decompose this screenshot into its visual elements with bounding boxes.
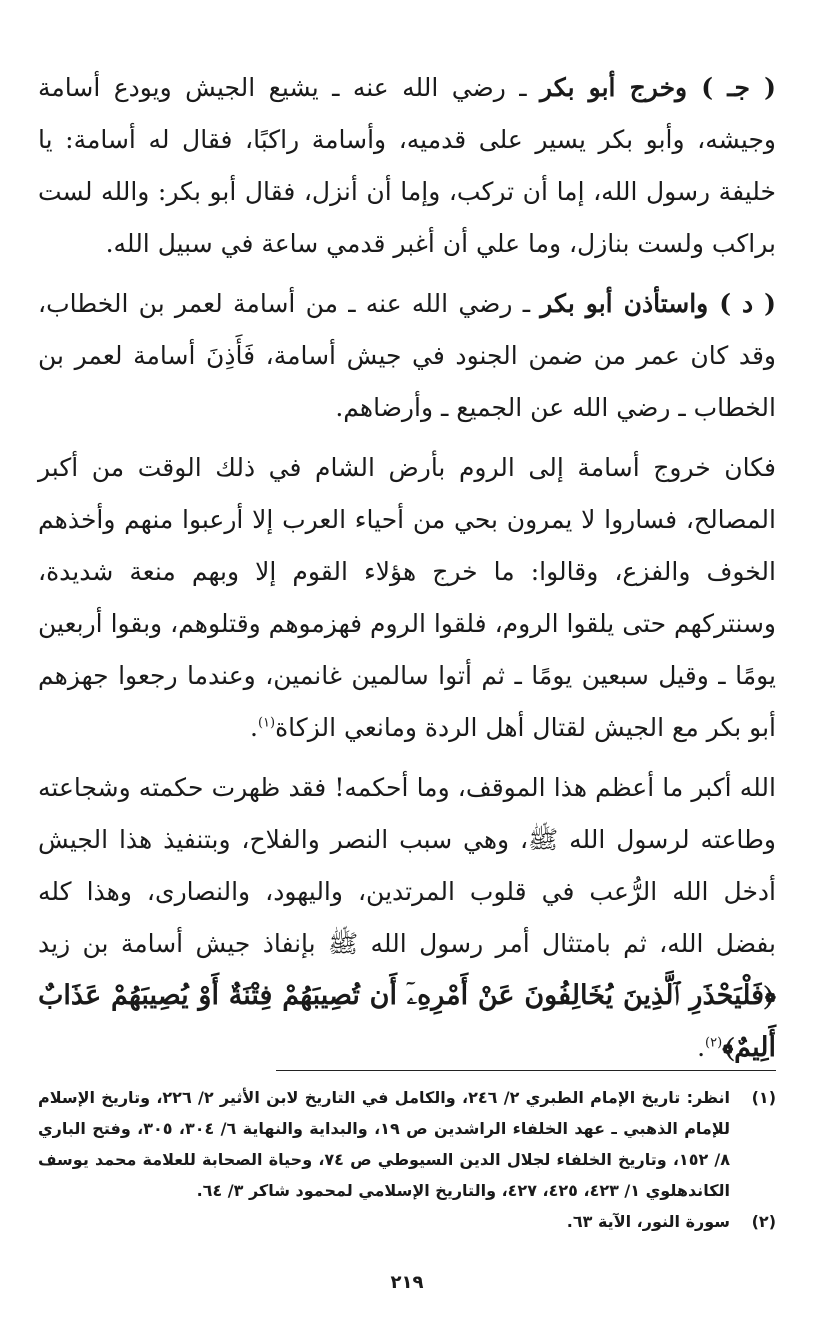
footnote-ref[interactable]: (١) (257, 715, 276, 731)
footnotes (38, 1082, 776, 1237)
page-number: ٢١٩ (390, 1272, 424, 1293)
footnote-item (38, 1082, 776, 1206)
paragraph-text: ـ رضي الله عنه ـ من أسامة لعمر بن الخطاب، وقد كان عمر من ضمن الجنود في جيش أسامة، فَأَذِنَ أسامة لعمر بن الخطاب ـ رضي الله عن الجميع ـ وأرضاهم. (38, 289, 776, 422)
paragraph-end: . (697, 1033, 706, 1062)
footnote-number: (١) (751, 1088, 776, 1107)
footnote-number: (٢) (751, 1212, 776, 1231)
paragraph-text: فكان خروج أسامة إلى الروم بأرض الشام في ذلك الوقت من أكبر المصالح، فساروا لا يمرون بحي من أحياء العرب إلا أرعبوا منهم وأخذهم الخوف والفزع، وقالوا: ما خرج هؤلاء القوم إلا وبهم منعة شديدة، وسنتركهم حتى يلقوا الروم، فلقوا الروم فهزموهم وقتلوهم، وبقوا أربعين يومًا ـ وقيل سبعين يومًا ـ ثم أتوا سالمين غانمين، وعندما رجعوا جهزهم أبو بكر مع الجيش لقتال أهل الردة ومانعي الزكاة (38, 453, 776, 742)
paragraph-c (38, 62, 776, 270)
footnote-ref[interactable]: (٢) (705, 1035, 723, 1051)
paragraph-lead: ( د ) واستأذن أبو بكر (540, 289, 776, 318)
footnote-text: سورة النور، الآية ٦٣. (566, 1212, 730, 1231)
footnote-item (38, 1206, 776, 1237)
paragraph-text: ـ رضي الله عنه ـ يشيع الجيش ويودع أسامة وجيشه، وأبو بكر يسير على قدميه، وأسامة راكبًا، فقال له أسامة: يا خليفة رسول الله، إما أن تركب، وإما أن أنزل، فقال أبو بكر: والله لست براكب ولست بنازل، وما علي أن أغبر قدمي ساعة في سبيل الله. (38, 73, 776, 258)
footnote-text: انظر: تاريخ الإمام الطبري ٢/ ٢٤٦، والكامل في التاريخ لابن الأثير ٢/ ٢٢٦، وتاريخ الإسلام للإمام الذهبي ـ عهد الخلفاء الراشدين ص ١٩، والبداية والنهاية ٦/ ٣٠٤، ٣٠٥، وفتح الباري ٨/ ١٥٢، وتاريخ الخلفاء لجلال الدين السيوطي ص ٧٤، وحياة الصحابة للعلامة محمد يوسف الكاندهلوي ١/ ٤٢٣، ٤٢٥، ٤٢٧، والتاريخ الإسلامي لمحمود شاكر ٣/ ٦٤. (38, 1088, 731, 1200)
footnote-divider (276, 1070, 776, 1071)
book-page (38, 62, 776, 1344)
paragraph-army-departure (38, 442, 776, 754)
paragraph-text: الله أكبر ما أعظم هذا الموقف، وما أحكمه! فقد ظهرت حكمته وشجاعته وطاعته لرسول الله ﷺ، وهي سبب النصر والفلاح، وبتنفيذ هذا الجيش أدخل الله الرُّعب في قلوب المرتدين، واليهود، والنصارى، وهذا كله بفضل الله، ثم بامتثال أمر رسول الله ﷺ بإنفاذ جيش أسامة بن زيد (38, 773, 776, 958)
paragraph-end: . (249, 713, 258, 742)
paragraph-lead: ( جـ ) وخرج أبو بكر (539, 73, 776, 102)
paragraph-conclusion (38, 762, 776, 1074)
quran-verse: ﴿فَلْيَحْذَرِ ٱلَّذِينَ يُخَالِفُونَ عَنْ أَمْرِهِۦٓ أَن تُصِيبَهُمْ فِتْنَةٌ أَوْ يُصِيبَهُمْ عَذَابٌ أَلِيمٌ﴾ (38, 980, 776, 1063)
paragraph-d (38, 278, 776, 434)
